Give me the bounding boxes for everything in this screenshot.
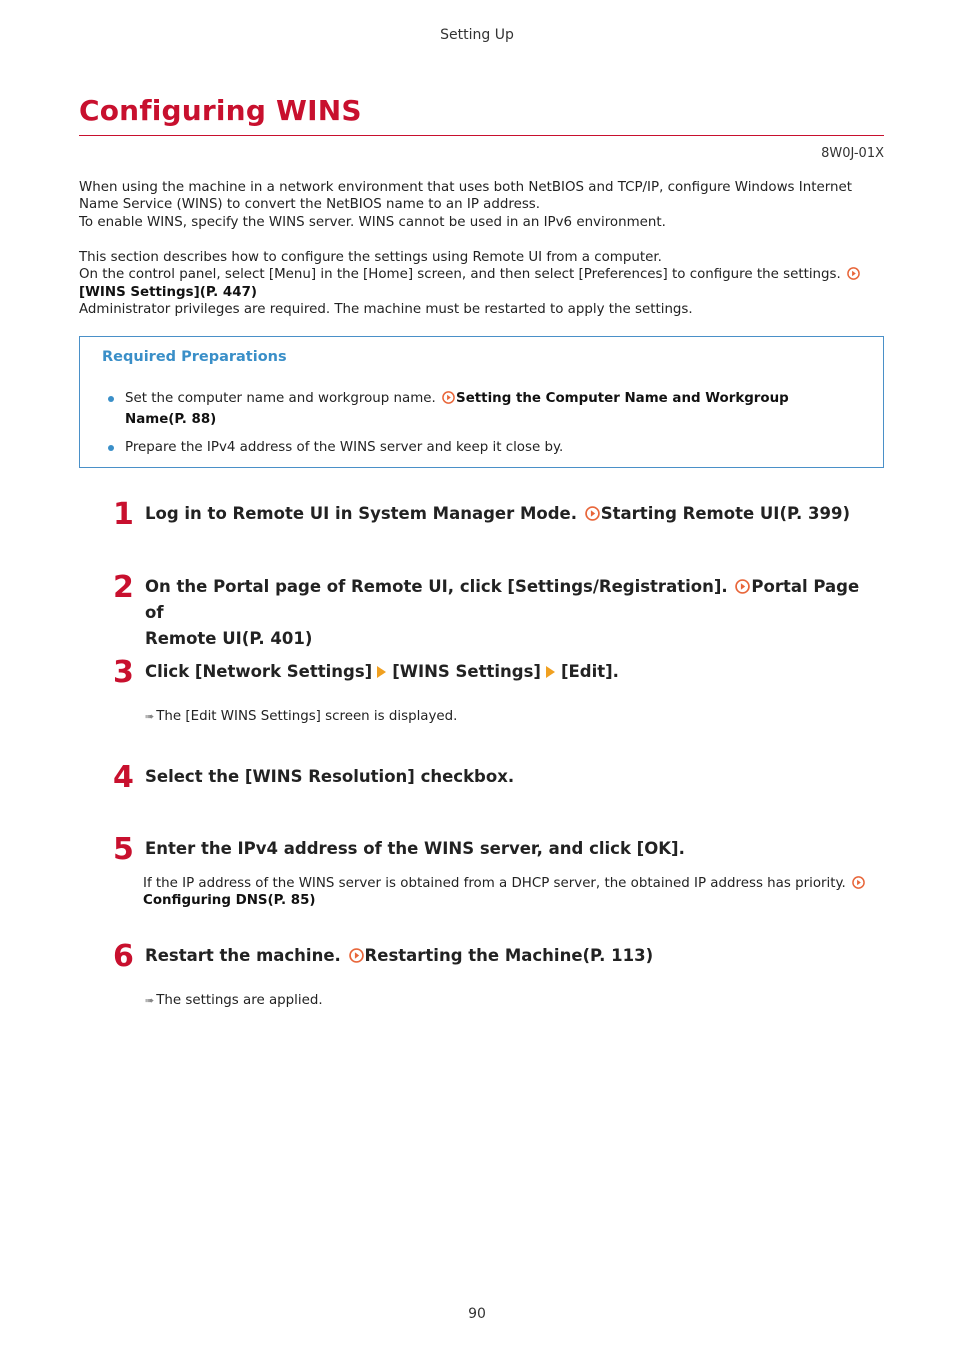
page-number: 90 <box>468 1306 486 1322</box>
step-number: 2 <box>113 570 134 605</box>
step-number: 6 <box>113 939 134 974</box>
intro-line: This section describes how to configure the settings using Remote UI from a computer. <box>79 250 662 265</box>
step-title: Click [Network Settings] [WINS Settings] [Edit]. <box>145 662 619 681</box>
step-title: Enter the IPv4 address of the WINS server, and click [OK]. <box>145 839 685 858</box>
list-item: Set the computer name and workgroup name. Setting the Computer Name and Workgroup Name(P. 88) <box>108 388 805 430</box>
link-arrow-icon[interactable] <box>852 876 865 889</box>
step-number: 3 <box>113 655 134 690</box>
intro-paragraph-1 <box>79 179 884 231</box>
running-header: Setting Up <box>440 27 514 43</box>
intro-line: On the control panel, select [Menu] in the [Home] screen, and then select [Preferences] to configure the settings. <box>79 266 884 283</box>
step-number: 4 <box>113 760 134 795</box>
step-result: ➠ The settings are applied. <box>145 993 323 1008</box>
starting-remote-ui-link[interactable]: Starting Remote UI(P. 399) <box>600 504 851 523</box>
intro-line: To enable WINS, specify the WINS server. WINS cannot be used in an IPv6 environment. <box>79 214 666 230</box>
intro-line: When using the machine in a network environment that uses both NetBIOS and TCP/IP, configure Windows Internet <box>79 180 852 195</box>
step-number: 1 <box>113 497 134 532</box>
intro-line: Administrator privileges are required. The machine must be restarted to apply the settings. <box>79 302 693 318</box>
portal-page-link[interactable]: Portal Page of <box>145 577 860 622</box>
restarting-machine-link[interactable]: Restarting the Machine(P. 113) <box>364 946 654 965</box>
result-arrow-icon: ➠ <box>145 994 154 1007</box>
link-arrow-icon[interactable] <box>847 267 860 280</box>
configuring-dns-link[interactable]: Configuring DNS(P. 85) <box>143 893 316 909</box>
step-result: ➠ The [Edit WINS Settings] screen is displayed. <box>145 709 458 724</box>
intro-paragraph-2 <box>79 249 884 319</box>
title-divider <box>79 135 884 136</box>
step-title: Restart the machine. Restarting the Machine(P. 113) <box>145 946 654 965</box>
page-title: Configuring WINS <box>79 94 362 127</box>
computer-name-link-page[interactable]: Name(P. 88) <box>125 412 217 427</box>
portal-page-link-page[interactable]: Remote UI(P. 401) <box>145 629 313 648</box>
wins-settings-link[interactable]: [WINS Settings](P. 447) <box>79 284 258 300</box>
required-preparations-title: Required Preparations <box>102 349 287 365</box>
link-arrow-icon[interactable] <box>442 391 455 404</box>
breadcrumb-arrow-icon <box>546 666 555 678</box>
breadcrumb-arrow-icon <box>377 666 386 678</box>
link-arrow-icon[interactable] <box>735 579 750 594</box>
intro-link[interactable] <box>79 284 884 301</box>
intro-line: Name Service (WINS) to convert the NetBIOS name to an IP address. <box>79 197 541 213</box>
link-arrow-icon[interactable] <box>349 948 364 963</box>
step-note: If the IP address of the WINS server is obtained from a DHCP server, the obtained IP address has priority. Configuring DNS(P. 85) <box>143 875 883 910</box>
step-title: Select the [WINS Resolution] checkbox. <box>145 767 515 786</box>
step-title: Log in to Remote UI in System Manager Mode. Starting Remote UI(P. 399) <box>145 504 851 523</box>
step-number: 5 <box>113 832 134 867</box>
bullet-dot <box>108 396 114 402</box>
link-arrow-icon[interactable] <box>585 506 600 521</box>
required-preparations-box <box>79 336 884 468</box>
result-arrow-icon: ➠ <box>145 710 154 723</box>
bullet-dot <box>108 445 114 451</box>
computer-name-link[interactable]: Setting the Computer Name and Workgroup <box>456 391 789 406</box>
step-title: On the Portal page of Remote UI, click [Settings/Registration]. Portal Page of Remote UI(P. 401) <box>145 577 860 648</box>
list-item: Prepare the IPv4 address of the WINS server and keep it close by. <box>108 437 805 458</box>
document-code: 8W0J-01X <box>821 146 884 161</box>
